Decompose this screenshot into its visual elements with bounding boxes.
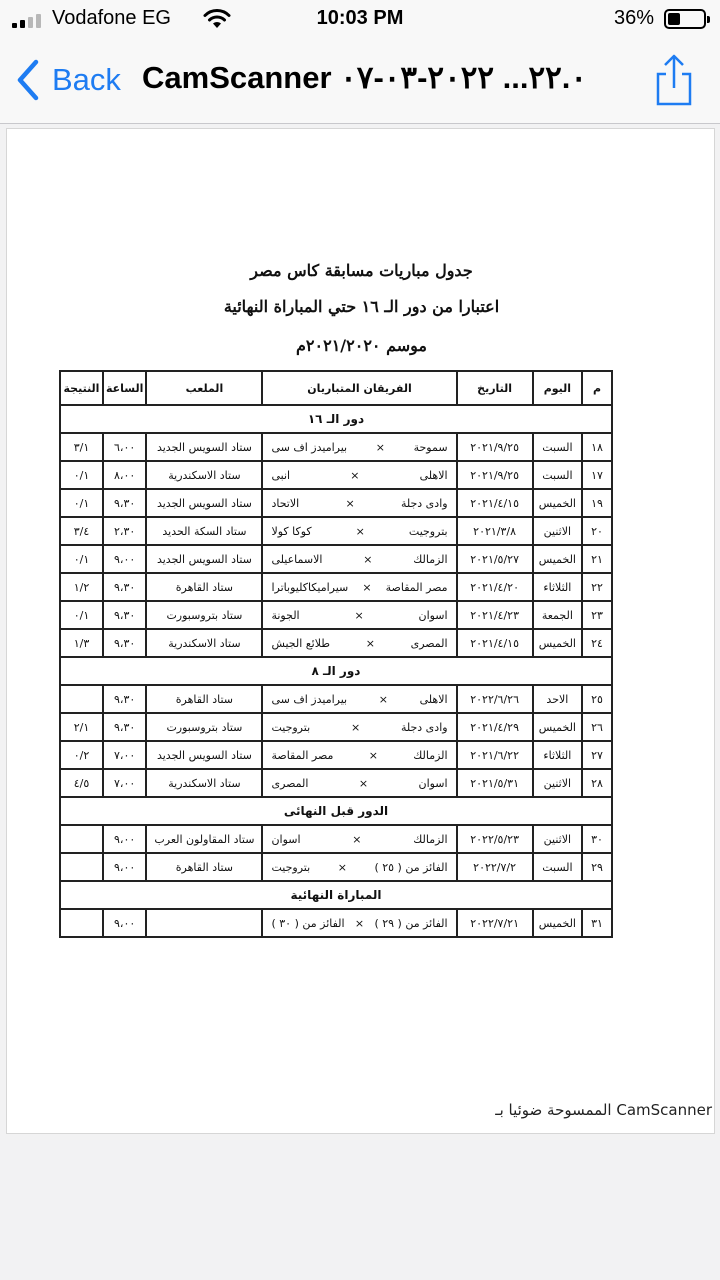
- away-team: طلائع الجيش: [271, 636, 331, 650]
- teams-pair: [265, 469, 453, 482]
- match-venue: ستاد بتروسبورت: [146, 713, 262, 741]
- header-result: النتيجة: [60, 371, 103, 405]
- vs-mark: ×: [358, 776, 369, 790]
- match-number: ٢٤: [582, 629, 612, 657]
- home-team: مصر المقاصة: [385, 580, 448, 594]
- camscanner-watermark: الممسوحة ضوئيا بـ CamScanner: [495, 1101, 712, 1119]
- away-team: الجونة: [271, 608, 300, 622]
- match-date: ٢٠٢٢/٦/٢٦: [457, 685, 533, 713]
- vs-mark: ×: [378, 692, 388, 706]
- match-result: [60, 853, 103, 881]
- match-day: الخميس: [533, 489, 582, 517]
- match-teams: [262, 517, 456, 545]
- home-team: الفائز من ( ٢٥ ): [374, 860, 448, 874]
- home-team: الفائز من ( ٢٩ ): [374, 916, 448, 930]
- match-day: الاثنين: [533, 769, 582, 797]
- home-team: اسوان: [418, 608, 448, 622]
- match-date: ٢٠٢١/٤/١٥: [457, 489, 533, 517]
- section-title: الدور قبل النهائى: [60, 797, 612, 825]
- match-date: ٢٠٢١/٤/٢٩: [457, 713, 533, 741]
- match-venue: ستاد القاهرة: [146, 853, 262, 881]
- away-team: اسوان: [271, 832, 301, 846]
- away-team: مصر المقاصة: [271, 748, 334, 762]
- match-date: ٢٠٢٢/٥/٢٣: [457, 825, 533, 853]
- match-time: ٩،٠٠: [103, 545, 146, 573]
- match-result: ٢/١: [60, 713, 103, 741]
- section-title: دور الـ ١٦: [60, 405, 612, 433]
- match-date: ٢٠٢١/٤/٢٠: [457, 573, 533, 601]
- match-time: ٩،٣٠: [103, 713, 146, 741]
- match-time: ٩،٣٠: [103, 573, 146, 601]
- home-team: اسوان: [418, 776, 448, 790]
- schedule-subtitle: اعتبارا من دور الـ ١٦ حتي المباراة النهائية: [223, 297, 500, 316]
- match-day: الخميس: [533, 909, 582, 937]
- match-teams: [262, 713, 456, 741]
- match-date: ٢٠٢٢/٧/٢١: [457, 909, 533, 937]
- header-venue: الملعب: [146, 371, 262, 405]
- table-row: [60, 769, 612, 797]
- match-date: ٢٠٢١/٤/٢٣: [457, 601, 533, 629]
- vs-mark: ×: [362, 580, 372, 594]
- document-title: CamScanner ٢٢.٠... ٢٠٢٢-٠٣-٠٧: [142, 60, 588, 95]
- teams-pair: [265, 581, 453, 594]
- match-venue: ستاد الاسكندرية: [146, 769, 262, 797]
- match-number: ٢٥: [582, 685, 612, 713]
- match-result: ٠/١: [60, 461, 103, 489]
- carrier-name: Vodafone EG: [52, 7, 171, 29]
- vs-mark: ×: [375, 440, 385, 454]
- match-date: ٢٠٢١/٩/٢٥: [457, 433, 533, 461]
- match-teams: [262, 685, 456, 713]
- table-row: [60, 601, 612, 629]
- table-row: [60, 853, 612, 881]
- teams-pair: [265, 693, 453, 706]
- match-teams: [262, 853, 456, 881]
- schedule-season: موسم ٢٠٢١/٢٠٢٠م: [296, 336, 427, 355]
- match-result: ٠/١: [60, 601, 103, 629]
- table-row: [60, 433, 612, 461]
- match-teams: [262, 433, 456, 461]
- match-venue: ستاد القاهرة: [146, 685, 262, 713]
- match-venue: ستاد المقاولون العرب: [146, 825, 262, 853]
- match-time: ٨،٠٠: [103, 461, 146, 489]
- match-date: ٢٠٢١/٦/٢٢: [457, 741, 533, 769]
- table-header-row: [60, 371, 612, 405]
- vs-mark: ×: [368, 748, 378, 762]
- match-time: ٩،٣٠: [103, 629, 146, 657]
- teams-pair: [265, 497, 453, 510]
- match-venue: ستاد السكة الحديد: [146, 517, 262, 545]
- home-team: بتروجيت: [408, 524, 448, 538]
- teams-pair: [265, 777, 453, 790]
- status-bar: [0, 0, 720, 40]
- match-teams: [262, 545, 456, 573]
- home-team: الزمالك: [413, 748, 448, 762]
- match-time: ٩،٣٠: [103, 489, 146, 517]
- match-number: ٢٩: [582, 853, 612, 881]
- section-row: [60, 797, 612, 825]
- match-day: الجمعة: [533, 601, 582, 629]
- away-team: الفائز من ( ٣٠ ): [271, 916, 345, 930]
- match-teams: [262, 573, 456, 601]
- match-result: [60, 909, 103, 937]
- away-team: سيراميكاكليوباترا: [271, 580, 349, 594]
- match-number: ١٧: [582, 461, 612, 489]
- match-venue: ستاد السويس الجديد: [146, 489, 262, 517]
- match-time: ٩،٣٠: [103, 685, 146, 713]
- match-result: ٤/٥: [60, 769, 103, 797]
- match-result: [60, 825, 103, 853]
- teams-pair: [265, 721, 453, 734]
- away-team: كوكا كولا: [271, 524, 312, 538]
- vs-mark: ×: [337, 860, 347, 874]
- match-time: ٩،٠٠: [103, 825, 146, 853]
- match-teams: [262, 769, 456, 797]
- home-team: الاهلى: [419, 692, 448, 706]
- vs-mark: ×: [363, 552, 373, 566]
- match-date: ٢٠٢٢/٧/٢: [457, 853, 533, 881]
- match-date: ٢٠٢١/٥/٢٧: [457, 545, 533, 573]
- vs-mark: ×: [350, 468, 360, 482]
- match-day: السبت: [533, 853, 582, 881]
- home-team: الزمالك: [413, 832, 448, 846]
- match-result: [60, 685, 103, 713]
- teams-pair: [265, 553, 453, 566]
- match-teams: [262, 629, 456, 657]
- table-row: [60, 713, 612, 741]
- match-teams: [262, 489, 456, 517]
- teams-pair: [265, 833, 453, 846]
- vs-mark: ×: [355, 524, 365, 538]
- match-time: ٢،٣٠: [103, 517, 146, 545]
- match-teams: [262, 601, 456, 629]
- match-number: ١٨: [582, 433, 612, 461]
- match-venue: ستاد بتروسبورت: [146, 601, 262, 629]
- match-number: ٣٠: [582, 825, 612, 853]
- table-row: [60, 489, 612, 517]
- home-team: سموحة: [413, 440, 448, 454]
- table-row: [60, 629, 612, 657]
- match-time: ٧،٠٠: [103, 769, 146, 797]
- away-team: بيراميدز اف سى: [271, 440, 348, 454]
- match-time: ٩،٠٠: [103, 909, 146, 937]
- match-venue: ستاد الاسكندرية: [146, 629, 262, 657]
- header-day: اليوم: [533, 371, 582, 405]
- teams-pair: [265, 525, 453, 538]
- schedule-title: جدول مباريات مسابقة كاس مصر: [250, 261, 473, 280]
- header-num: م: [582, 371, 612, 405]
- match-time: ٧،٠٠: [103, 741, 146, 769]
- match-day: الاحد: [533, 685, 582, 713]
- match-result: ٣/٤: [60, 517, 103, 545]
- match-result: ١/٣: [60, 629, 103, 657]
- match-number: ٢٣: [582, 601, 612, 629]
- match-result: ٠/٢: [60, 741, 103, 769]
- match-date: ٢٠٢١/٥/٣١: [457, 769, 533, 797]
- battery-percent: 36%: [613, 7, 654, 29]
- teams-pair: [265, 917, 453, 930]
- section-title: المباراة النهائية: [60, 881, 612, 909]
- battery-icon: [664, 9, 706, 29]
- header-teams: الفريقان المتباريان: [262, 371, 456, 405]
- match-day: الاثنين: [533, 517, 582, 545]
- home-team: الزمالك: [413, 552, 448, 566]
- match-day: الخميس: [533, 629, 582, 657]
- schedule-table: [59, 370, 613, 938]
- away-team: المصرى: [271, 776, 309, 790]
- vs-mark: ×: [365, 636, 375, 650]
- section-row: [60, 881, 612, 909]
- table-row: [60, 517, 612, 545]
- back-label: Back: [52, 62, 121, 97]
- table-row: [60, 545, 612, 573]
- match-number: ٢٦: [582, 713, 612, 741]
- away-team: بيراميدز اف سى: [271, 692, 348, 706]
- match-time: ٩،٣٠: [103, 601, 146, 629]
- match-venue: ستاد السويس الجديد: [146, 433, 262, 461]
- away-team: بتروجيت: [271, 860, 311, 874]
- vs-mark: ×: [350, 720, 361, 734]
- teams-pair: [265, 749, 453, 762]
- match-teams: [262, 741, 456, 769]
- match-day: السبت: [533, 433, 582, 461]
- section-row: [60, 405, 612, 433]
- table-row: [60, 825, 612, 853]
- table-row: [60, 909, 612, 937]
- match-venue: ستاد الاسكندرية: [146, 461, 262, 489]
- table-row: [60, 461, 612, 489]
- share-icon[interactable]: [652, 52, 696, 108]
- match-number: ٣١: [582, 909, 612, 937]
- match-date: ٢٠٢١/٣/٨: [457, 517, 533, 545]
- home-team: المصرى: [410, 636, 448, 650]
- match-teams: [262, 461, 456, 489]
- teams-pair: [265, 861, 453, 874]
- match-venue: [146, 909, 262, 937]
- match-teams: [262, 909, 456, 937]
- away-team: انبى: [271, 468, 291, 482]
- away-team: الاسماعيلى: [271, 552, 323, 566]
- match-day: الخميس: [533, 713, 582, 741]
- match-teams: [262, 825, 456, 853]
- match-day: الثلاثاء: [533, 573, 582, 601]
- match-day: الثلاثاء: [533, 741, 582, 769]
- away-team: بتروجيت: [271, 720, 311, 734]
- navigation-bar: [0, 40, 720, 124]
- table-row: [60, 741, 612, 769]
- match-day: الاثنين: [533, 825, 582, 853]
- match-number: ٢٢: [582, 573, 612, 601]
- vs-mark: ×: [354, 608, 364, 622]
- home-team: وادى دجلة: [400, 720, 448, 734]
- back-button[interactable]: [12, 58, 121, 102]
- home-team: الاهلى: [419, 468, 448, 482]
- match-number: ١٩: [582, 489, 612, 517]
- match-date: ٢٠٢١/٤/١٥: [457, 629, 533, 657]
- match-result: ١/٢: [60, 573, 103, 601]
- match-number: ٢٠: [582, 517, 612, 545]
- section-title: دور الـ ٨: [60, 657, 612, 685]
- match-time: ٦،٠٠: [103, 433, 146, 461]
- header-date: التاريخ: [457, 371, 533, 405]
- match-venue: ستاد القاهرة: [146, 573, 262, 601]
- match-venue: ستاد السويس الجديد: [146, 545, 262, 573]
- teams-pair: [265, 609, 453, 622]
- teams-pair: [265, 441, 453, 454]
- table-row: [60, 685, 612, 713]
- match-result: ٠/١: [60, 489, 103, 517]
- vs-mark: ×: [354, 916, 365, 930]
- teams-pair: [265, 637, 453, 650]
- match-venue: ستاد السويس الجديد: [146, 741, 262, 769]
- section-row: [60, 657, 612, 685]
- match-time: ٩،٠٠: [103, 853, 146, 881]
- clock: 10:03 PM: [316, 7, 404, 29]
- match-number: ٢١: [582, 545, 612, 573]
- scanned-page: [6, 128, 715, 1134]
- match-number: ٢٧: [582, 741, 612, 769]
- match-day: الخميس: [533, 545, 582, 573]
- away-team: الاتحاد: [271, 496, 300, 510]
- home-team: وادى دجلة: [400, 496, 448, 510]
- header-time: الساعة: [103, 371, 146, 405]
- vs-mark: ×: [352, 832, 362, 846]
- match-day: السبت: [533, 461, 582, 489]
- match-result: ٣/١: [60, 433, 103, 461]
- match-date: ٢٠٢١/٩/٢٥: [457, 461, 533, 489]
- match-number: ٢٨: [582, 769, 612, 797]
- vs-mark: ×: [345, 496, 355, 510]
- table-row: [60, 573, 612, 601]
- match-result: ٠/١: [60, 545, 103, 573]
- chevron-left-icon: [12, 58, 46, 102]
